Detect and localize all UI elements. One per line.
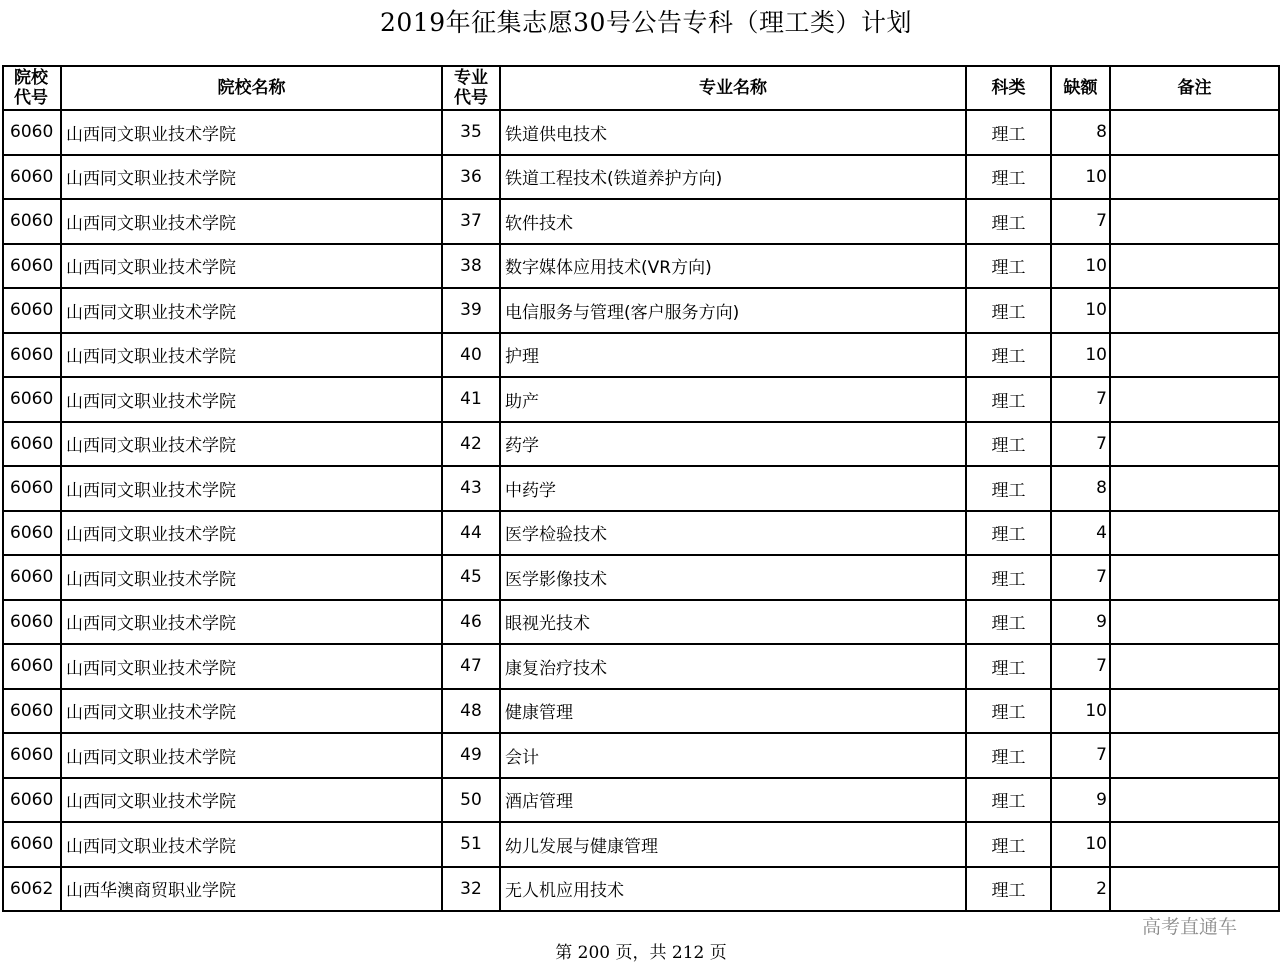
cell-school-code: 6060 [3,644,61,689]
table-row [3,155,1279,200]
cell-major-code: 36 [442,155,500,200]
cell-category: 理工 [966,600,1051,645]
cell-school-name: 山西同文职业技术学院 [61,110,442,155]
cell-major-code: 32 [442,867,500,912]
cell-quota: 9 [1051,600,1110,645]
cell-school-name: 山西同文职业技术学院 [61,288,442,333]
table-row [3,822,1279,867]
cell-major-name: 医学影像技术 [500,555,966,600]
cell-category: 理工 [966,555,1051,600]
cell-school-code: 6060 [3,600,61,645]
cell-note [1110,644,1279,689]
cell-note [1110,199,1279,244]
table-row [3,110,1279,155]
cell-quota: 9 [1051,778,1110,823]
header-major-code: 专业 代号 [442,66,500,110]
cell-quota: 10 [1051,244,1110,289]
cell-quota: 7 [1051,555,1110,600]
cell-note [1110,244,1279,289]
cell-major-code: 49 [442,733,500,778]
cell-school-name: 山西同文职业技术学院 [61,466,442,511]
cell-category: 理工 [966,377,1051,422]
cell-major-code: 41 [442,377,500,422]
cell-major-code: 48 [442,689,500,734]
cell-category: 理工 [966,466,1051,511]
table-row [3,867,1279,912]
cell-major-name: 电信服务与管理(客户服务方向) [500,288,966,333]
cell-quota: 7 [1051,733,1110,778]
table-row [3,689,1279,734]
cell-note [1110,422,1279,467]
header-category: 科类 [966,66,1051,110]
cell-school-code: 6060 [3,377,61,422]
cell-note [1110,155,1279,200]
cell-school-code: 6060 [3,511,61,556]
cell-school-code: 6060 [3,733,61,778]
table-row [3,511,1279,556]
cell-major-code: 50 [442,778,500,823]
cell-major-code: 46 [442,600,500,645]
table-row [3,244,1279,289]
cell-major-name: 软件技术 [500,199,966,244]
cell-major-name: 助产 [500,377,966,422]
cell-major-name: 护理 [500,333,966,378]
cell-major-name: 铁道工程技术(铁道养护方向) [500,155,966,200]
cell-major-code: 44 [442,511,500,556]
cell-category: 理工 [966,422,1051,467]
cell-major-code: 40 [442,333,500,378]
cell-major-name: 铁道供电技术 [500,110,966,155]
cell-quota: 7 [1051,377,1110,422]
cell-note [1110,110,1279,155]
cell-school-code: 6060 [3,466,61,511]
table-row [3,555,1279,600]
cell-quota: 10 [1051,333,1110,378]
cell-school-name: 山西同文职业技术学院 [61,244,442,289]
cell-category: 理工 [966,110,1051,155]
cell-note [1110,600,1279,645]
header-major-name: 专业名称 [500,66,966,110]
cell-school-code: 6060 [3,778,61,823]
cell-major-name: 眼视光技术 [500,600,966,645]
watermark: 高考直通车 [1142,916,1238,938]
header-note: 备注 [1110,66,1279,110]
table-row [3,288,1279,333]
cell-note [1110,867,1279,912]
cell-school-name: 山西同文职业技术学院 [61,422,442,467]
cell-school-code: 6060 [3,422,61,467]
cell-major-name: 医学检验技术 [500,511,966,556]
cell-quota: 4 [1051,511,1110,556]
cell-school-code: 6060 [3,199,61,244]
cell-note [1110,466,1279,511]
cell-note [1110,733,1279,778]
cell-category: 理工 [966,867,1051,912]
cell-school-code: 6060 [3,822,61,867]
cell-major-code: 35 [442,110,500,155]
cell-school-code: 6060 [3,689,61,734]
cell-school-code: 6060 [3,333,61,378]
cell-category: 理工 [966,733,1051,778]
cell-major-code: 39 [442,288,500,333]
header-school-code: 院校 代号 [3,66,61,110]
cell-quota: 7 [1051,644,1110,689]
table-row [3,422,1279,467]
cell-quota: 2 [1051,867,1110,912]
cell-school-name: 山西同文职业技术学院 [61,377,442,422]
cell-major-code: 43 [442,466,500,511]
cell-school-code: 6060 [3,288,61,333]
cell-quota: 7 [1051,199,1110,244]
cell-category: 理工 [966,689,1051,734]
cell-school-name: 山西同文职业技术学院 [61,333,442,378]
cell-category: 理工 [966,511,1051,556]
cell-school-name: 山西同文职业技术学院 [61,600,442,645]
page-footer: 第 200 页，共 212 页 [555,943,727,963]
cell-note [1110,511,1279,556]
cell-quota: 8 [1051,110,1110,155]
cell-major-name: 健康管理 [500,689,966,734]
cell-category: 理工 [966,199,1051,244]
cell-category: 理工 [966,244,1051,289]
enrollment-plan-table [2,65,1280,912]
cell-category: 理工 [966,288,1051,333]
cell-note [1110,377,1279,422]
cell-note [1110,555,1279,600]
cell-major-name: 无人机应用技术 [500,867,966,912]
cell-category: 理工 [966,778,1051,823]
cell-major-name: 数字媒体应用技术(VR方向) [500,244,966,289]
cell-school-name: 山西同文职业技术学院 [61,822,442,867]
cell-major-name: 幼儿发展与健康管理 [500,822,966,867]
cell-major-code: 47 [442,644,500,689]
cell-major-name: 药学 [500,422,966,467]
cell-school-code: 6060 [3,155,61,200]
cell-quota: 10 [1051,822,1110,867]
table-row [3,377,1279,422]
header-school-name: 院校名称 [61,66,442,110]
cell-quota: 10 [1051,155,1110,200]
cell-major-name: 中药学 [500,466,966,511]
cell-school-name: 山西同文职业技术学院 [61,689,442,734]
cell-school-name: 山西华澳商贸职业学院 [61,867,442,912]
cell-school-code: 6060 [3,110,61,155]
cell-quota: 7 [1051,422,1110,467]
cell-school-name: 山西同文职业技术学院 [61,733,442,778]
table-row [3,600,1279,645]
cell-quota: 10 [1051,288,1110,333]
cell-school-code: 6062 [3,867,61,912]
cell-category: 理工 [966,822,1051,867]
cell-major-name: 酒店管理 [500,778,966,823]
cell-quota: 10 [1051,689,1110,734]
cell-note [1110,288,1279,333]
cell-school-name: 山西同文职业技术学院 [61,644,442,689]
cell-category: 理工 [966,333,1051,378]
cell-note [1110,689,1279,734]
table-row [3,644,1279,689]
table-row [3,466,1279,511]
cell-note [1110,822,1279,867]
cell-major-name: 会计 [500,733,966,778]
cell-note [1110,333,1279,378]
cell-category: 理工 [966,644,1051,689]
cell-note [1110,778,1279,823]
table-row [3,733,1279,778]
cell-major-code: 37 [442,199,500,244]
table-header-row [3,66,1279,110]
cell-school-code: 6060 [3,244,61,289]
table-row [3,778,1279,823]
cell-quota: 8 [1051,466,1110,511]
cell-school-name: 山西同文职业技术学院 [61,778,442,823]
header-quota: 缺额 [1051,66,1110,110]
cell-school-name: 山西同文职业技术学院 [61,511,442,556]
cell-school-name: 山西同文职业技术学院 [61,555,442,600]
table-row [3,199,1279,244]
page-title: 2019年征集志愿30号公告专科（理工类）计划 [380,8,912,37]
cell-major-name: 康复治疗技术 [500,644,966,689]
table-row [3,333,1279,378]
cell-major-code: 42 [442,422,500,467]
cell-school-name: 山西同文职业技术学院 [61,155,442,200]
cell-category: 理工 [966,155,1051,200]
cell-major-code: 38 [442,244,500,289]
cell-school-name: 山西同文职业技术学院 [61,199,442,244]
cell-major-code: 45 [442,555,500,600]
cell-major-code: 51 [442,822,500,867]
cell-school-code: 6060 [3,555,61,600]
